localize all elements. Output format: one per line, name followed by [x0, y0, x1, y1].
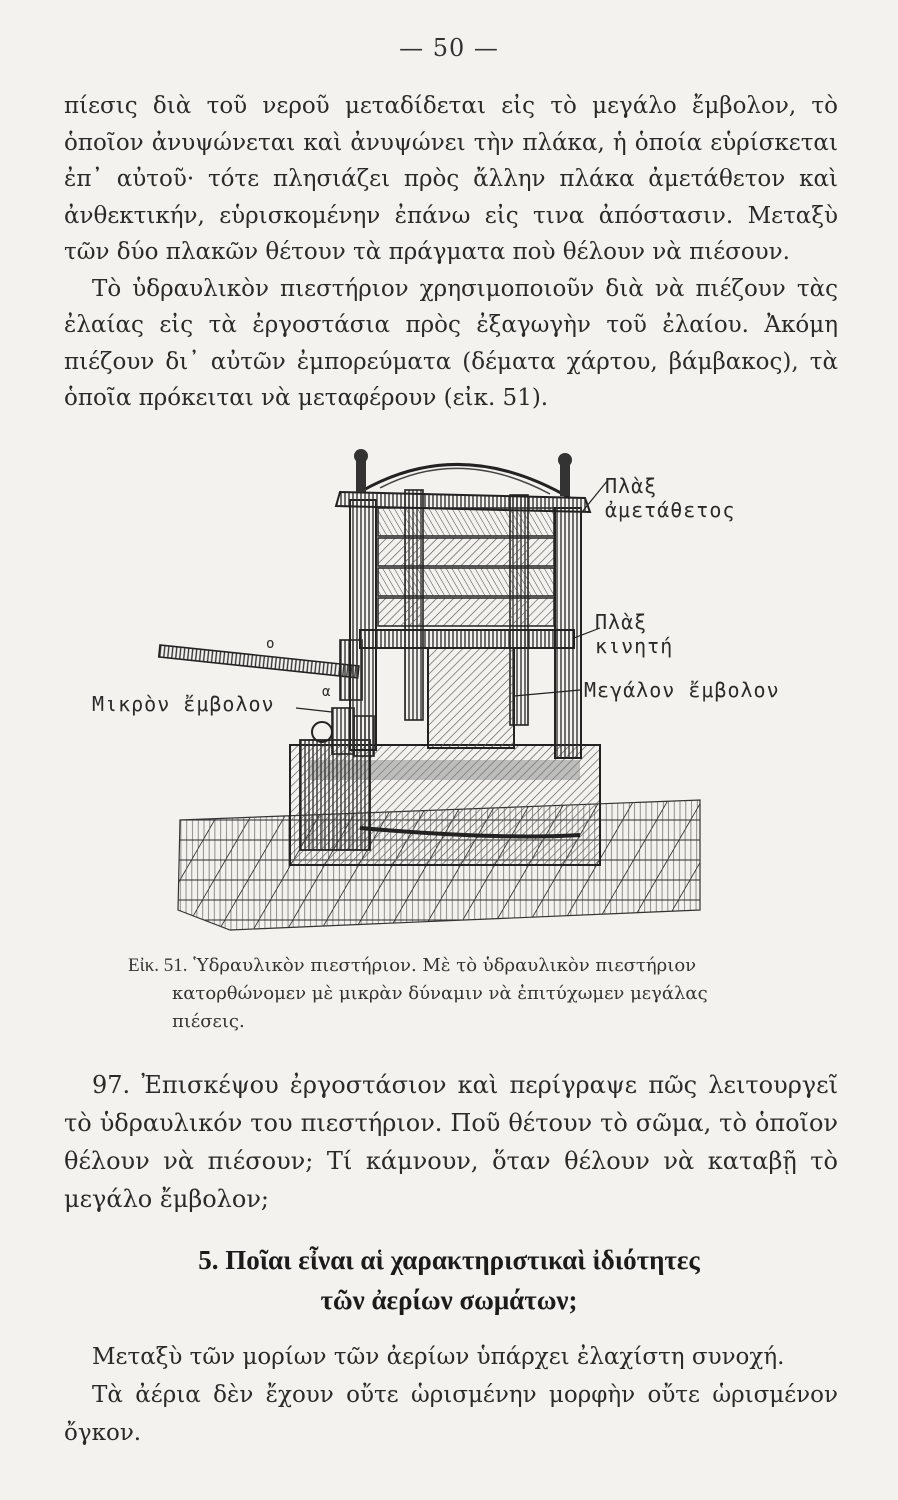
caption-number: Εἰκ. 51.	[128, 955, 188, 976]
question-97-text: 97. Ἐπισκέψου ἐργοστάσιον καὶ περίγραψε πῶς λειτουργεῖ τὸ ὑδραυλικόν του πιεστήριον. Ποῦ θέτουν τὸ σῶμα, τὸ ὁποῖον θέλουν νὰ πιέσουν; Τί κάμνουν, ὅταν θέλουν νὰ καταβῇ τὸ μεγάλο ἔμβολον;	[64, 1071, 838, 1213]
page-number: — 50 —	[399, 34, 499, 62]
section-heading	[0, 1240, 898, 1320]
mark-o: ο	[266, 636, 276, 652]
column-left-front	[350, 500, 376, 750]
figure-caption	[128, 952, 788, 1036]
body-text-top	[64, 88, 838, 417]
hydraulic-press-figure	[60, 440, 840, 950]
moving-plate-label: Πλὰξ κινητή	[595, 610, 674, 658]
large-piston-label: Μεγάλον ἔμβολον	[584, 678, 780, 702]
gas-line-1: Μεταξὺ τῶν μορίων τῶν ἀερίων ὑπάρχει ἐλαχίστη συνοχή.	[92, 1344, 785, 1370]
large-piston-ram	[428, 648, 514, 748]
mark-a: α	[322, 684, 332, 700]
question-97	[64, 1066, 838, 1218]
small-piston-label: Μικρὸν ἔμβολον	[92, 692, 275, 716]
caption-line-1: Ὑδραυλικὸν πιεστήριον. Μὲ τὸ ὑδραυλικὸν πιεστήριον	[193, 955, 697, 976]
section-heading-line-1: 5. Ποῖαι εἶναι αἱ χαρακτηριστικαὶ ἰδιότητες	[198, 1245, 700, 1275]
caption-line-2: κατορθώνομεν μὲ μικρὰν δύναμιν νὰ ἐπιτύχωμεν μεγάλας	[172, 983, 708, 1004]
small-piston-lever	[159, 645, 359, 678]
paragraph-press-usage: Τὸ ὑδραυλικὸν πιεστήριον χρησιμοποιοῦν διὰ νὰ πιέζουν τὰς ἐλαίας εἰς τὰ ἐργοστάσια πρὸς ἐξαγωγὴν τοῦ ἐλαίου. Ἀκόμη πιέζουν δι᾽ αὐτῶν ἐμπορεύματα (δέματα χάρτου, βάμβακος), τὰ ὁποῖα πρόκειται νὰ μεταφέρουν (εἰκ. 51).	[64, 275, 838, 411]
gas-properties-paragraph	[64, 1338, 838, 1452]
caption-line-3: πιέσεις.	[172, 1011, 245, 1032]
paragraph-press-description: πίεσις διὰ τοῦ νεροῦ μεταδίδεται εἰς τὸ μεγάλο ἔμβολον, τὸ ὁποῖον ἀνυψώνεται καὶ ἀνυψώνει τὴν πλάκα, ἡ ὁποία εὑρίσκεται ἐπ᾽ αὐτοῦ· τότε πλησιάζει πρὸς ἄλλην πλάκα ἀμετάθετον καὶ ἀνθεκτικήν, εὑρισκομένην ἐπάνω εἰς τινα ἀπόστασιν. Μεταξὺ τῶν δύο πλακῶν θέτουν τὰ πράγματα ποὺ θέλουν νὰ πιέσουν.	[64, 93, 838, 265]
gas-line-2: Τὰ ἀέρια δὲν ἔχουν οὔτε ὡρισμένην μορφὴν οὔτε ὡρισμένον ὄγκον.	[64, 1382, 838, 1446]
section-heading-line-2: τῶν ἀερίων σωμάτων;	[320, 1285, 578, 1315]
moving-plate	[360, 630, 574, 648]
fixed-plate-label: Πλὰξ ἀμετάθετος	[605, 474, 736, 522]
